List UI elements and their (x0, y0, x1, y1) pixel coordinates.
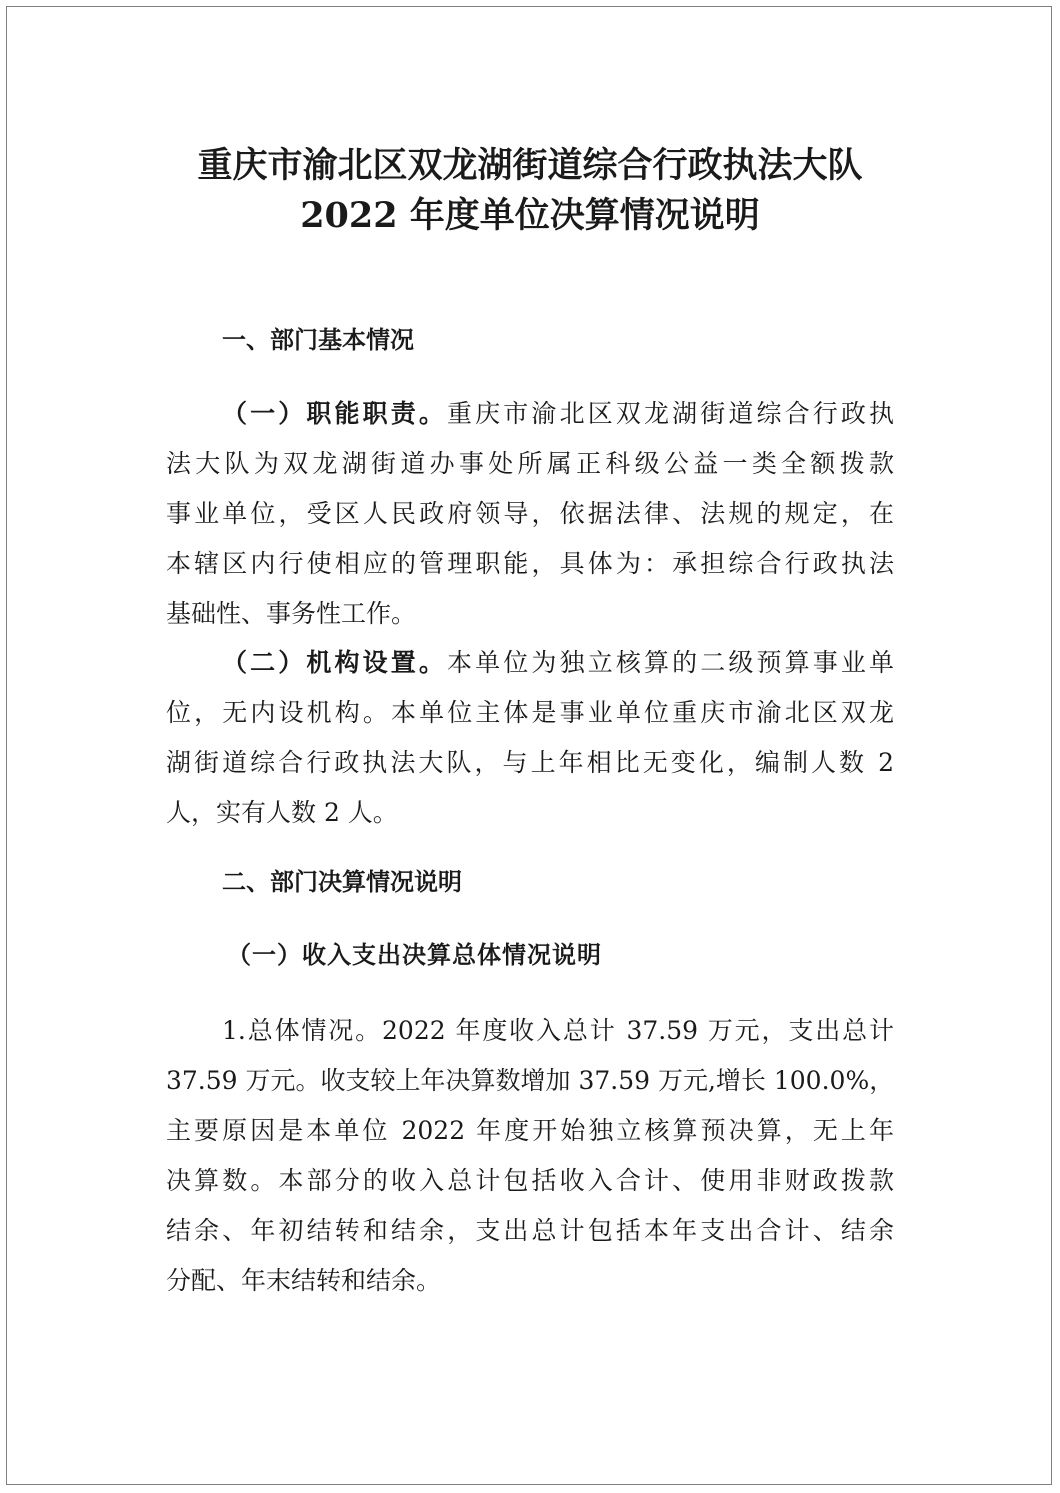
paragraph-structure-line-3: 湖街道综合行政执法大队，与上年相比无变化，编制人数 2 (166, 748, 894, 777)
section-heading-basic-info: 一、部门基本情况 (222, 325, 414, 354)
paragraph-duties-line-1 (222, 394, 894, 430)
paragraph-duties-line-3: 事业单位，受区人民政府领导，依据法律、法规的规定，在 (166, 499, 894, 528)
document-title-line-2: 2022 年度单位决算情况说明 (300, 195, 760, 236)
paragraph-overall-line-3: 主要原因是本单位 2022 年度开始独立核算预决算，无上年 (166, 1116, 894, 1145)
document-title-line-1: 重庆市渝北区双龙湖街道综合行政执法大队 (197, 145, 863, 186)
paragraph-overall-line-2: 37.59 万元。收支较上年决算数增加 37.59 万元,增长 100.0%， (166, 1066, 895, 1095)
paragraph-duties-line-4: 本辖区内行使相应的管理职能，具体为：承担综合行政执法 (166, 549, 894, 578)
paragraph-overall-line-4: 决算数。本部分的收入总计包括收入合计、使用非财政拨款 (166, 1166, 894, 1195)
subsection-heading-income-expenditure: （一）收入支出决算总体情况说明 (227, 940, 602, 969)
paragraph-structure-line-1 (222, 643, 894, 679)
section-heading-final-accounts: 二、部门决算情况说明 (222, 867, 462, 896)
paragraph-overall-line-1: 1.总体情况。2022 年度收入总计 37.59 万元，支出总计 (222, 1016, 894, 1045)
paragraph-duties-line-5: 基础性、事务性工作。 (166, 599, 417, 628)
paragraph-structure-label: （二）机构设置。 (222, 648, 448, 677)
paragraph-overall-line-5: 结余、年初结转和结余，支出总计包括本年支出合计、结余 (166, 1216, 894, 1245)
paragraph-duties-text: 重庆市渝北区双龙湖街道综合行政执 (447, 399, 894, 428)
paragraph-structure-line-4: 人，实有人数 2 人。 (166, 798, 398, 827)
paragraph-duties-label: （一）职能职责。 (222, 399, 448, 428)
paragraph-overall-line-6: 分配、年末结转和结余。 (166, 1266, 442, 1295)
paragraph-duties-line-2: 法大队为双龙湖街道办事处所属正科级公益一类全额拨款 (166, 449, 894, 478)
paragraph-structure-line-2: 位，无内设机构。本单位主体是事业单位重庆市渝北区双龙 (166, 698, 894, 727)
paragraph-structure-text: 本单位为独立核算的二级预算事业单 (447, 648, 894, 677)
